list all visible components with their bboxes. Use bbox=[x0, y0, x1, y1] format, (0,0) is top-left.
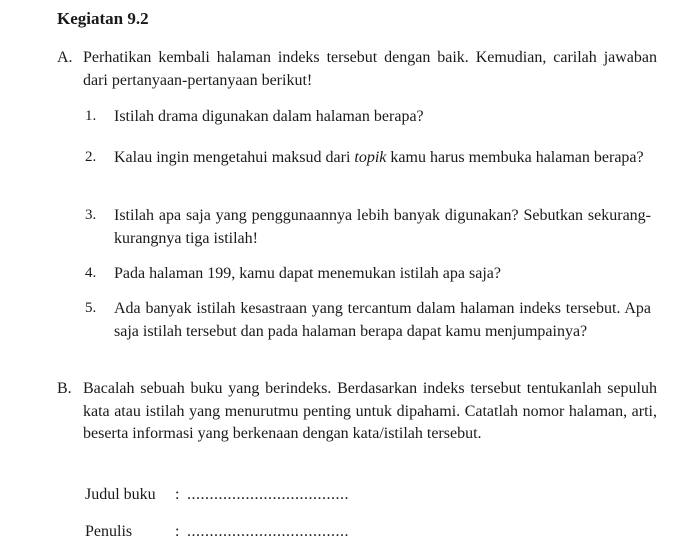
question-text: Istilah drama digunakan dalam halaman berapa? bbox=[114, 108, 424, 125]
question-number: 2. bbox=[85, 149, 97, 165]
penulis-label: Penulis bbox=[85, 523, 133, 540]
colon: : bbox=[175, 523, 180, 540]
section-b-instruction: Bacalah sebuah buku yang berindeks. Berdasarkan indeks tersebut tentukanlah sepuluh kata atau istilah yang menurutmu penting untuk dipahami. Catatlah nomor halaman, arti, beserta informasi yang berkenaan dengan kata/istilah tersebut. bbox=[83, 380, 657, 442]
question-item bbox=[85, 204, 651, 250]
question-number: 3. bbox=[85, 207, 97, 223]
question-text: Ada banyak istilah kesastraan yang tercantum dalam halaman indeks tersebut. Apa saja istilah tersebut dan pada halaman berapa dapat kamu menjumpainya? bbox=[114, 300, 651, 340]
section-a-letter: A. bbox=[57, 49, 73, 66]
section-b-letter: B. bbox=[57, 380, 72, 397]
colon: : bbox=[175, 486, 180, 503]
question-text: Pada halaman 199, kamu dapat menemukan istilah apa saja? bbox=[114, 265, 501, 282]
question-item bbox=[85, 105, 651, 128]
judul-buku-field[interactable]: .................................... bbox=[187, 486, 349, 503]
question-text: Kalau ingin mengetahui maksud dari topik kamu harus membuka halaman berapa? bbox=[114, 149, 644, 166]
section-a bbox=[57, 47, 657, 92]
question-text: Istilah apa saja yang penggunaannya lebih banyak digunakan? Sebutkan sekurang-kurangnya tiga istilah! bbox=[114, 207, 651, 247]
question-item bbox=[85, 146, 651, 169]
section-a-instruction: Perhatikan kembali halaman indeks tersebut dengan baik. Kemudian, carilah jawaban dari pertanyaan-pertanyaan berikut! bbox=[83, 49, 657, 89]
question-number: 5. bbox=[85, 300, 97, 316]
activity-title: Kegiatan 9.2 bbox=[57, 9, 149, 28]
form-row-penulis bbox=[85, 521, 349, 543]
question-item bbox=[85, 262, 651, 285]
question-number: 4. bbox=[85, 265, 97, 281]
form-row-judul-buku bbox=[85, 484, 349, 506]
emphasized-term: topik bbox=[354, 149, 387, 166]
penulis-field[interactable]: .................................... bbox=[187, 523, 349, 540]
question-number: 1. bbox=[85, 108, 97, 124]
question-item bbox=[85, 297, 651, 343]
judul-buku-label: Judul buku bbox=[85, 486, 156, 503]
section-b bbox=[57, 378, 657, 446]
